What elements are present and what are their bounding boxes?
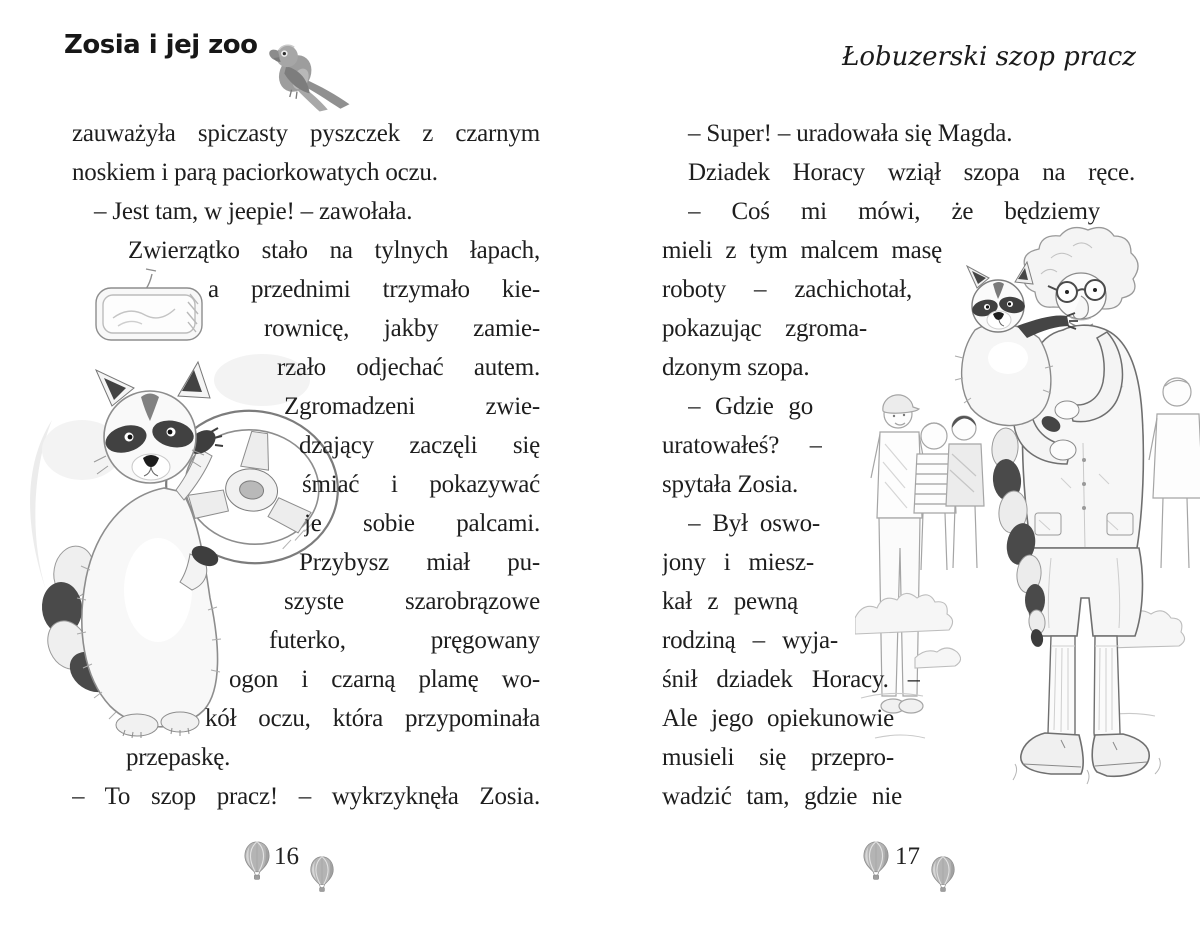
text-line: wadzić tam, gdzie nie — [662, 783, 902, 810]
text-line: dzonym szopa. — [662, 354, 810, 381]
text-line: – Super! – uradowała się Magda. — [688, 120, 1013, 147]
text-line: zauważyła spiczasty pyszczek z czarnym — [72, 120, 540, 147]
text-line: noskiem i parą paciorkowatych oczu. — [72, 159, 438, 186]
text-line: kał z pewną — [662, 588, 798, 615]
text-line: Zwierzątko stało na tylnych łapach, — [128, 237, 540, 264]
text-line: spytała Zosia. — [662, 471, 799, 498]
text-line: futerko, pręgowany — [269, 627, 540, 654]
parrot-icon — [259, 40, 354, 116]
text-line: – To szop pracz! – wykrzyknęła Zosia. — [72, 783, 540, 810]
text-line: rownicę, jakby zamie- — [264, 315, 540, 342]
page-number-right: 17 — [895, 843, 920, 870]
text-line: szyste szarobrązowe — [284, 588, 540, 615]
text-line: – Coś mi mówi, że będziemy — [688, 198, 1100, 225]
text-line: a przednimi trzymało kie- — [208, 276, 540, 303]
text-line: jony i miesz- — [662, 549, 814, 576]
book-title: Zosia i jej zoo — [64, 30, 258, 60]
text-line: ogon i czarną plamę wo- — [229, 666, 540, 693]
text-line: mieli z tym malcem masę — [662, 237, 942, 264]
text-line: Ale jego opiekunowie — [662, 705, 894, 732]
text-line: śmiać i pokazywać — [302, 471, 540, 498]
text-line: je sobie palcami. — [304, 510, 540, 537]
text-line: uratowałeś? – — [662, 432, 822, 459]
text-line: rzało odjechać autem. — [277, 354, 540, 381]
text-line: Zgromadzeni zwie- — [284, 393, 540, 420]
text-line: – Był oswo- — [688, 510, 820, 537]
text-line: – Gdzie go — [688, 393, 813, 420]
text-line: pokazując zgroma- — [662, 315, 867, 342]
text-line: kół oczu, która przypominała — [205, 705, 540, 732]
text-line: przepaskę. — [126, 744, 231, 771]
text-line: dzający zaczęli się — [299, 432, 540, 459]
text-line: musieli się przepro- — [662, 744, 894, 771]
text-line: Przybysz miał pu- — [299, 549, 540, 576]
text-line: Dziadek Horacy wziął szopa na ręce. — [688, 159, 1135, 186]
text-line: roboty – zachichotał, — [662, 276, 912, 303]
book-logo — [64, 30, 258, 60]
chapter-title: Łobuzerski szop pracz — [841, 42, 1136, 72]
text-line: – Jest tam, w jeepie! – zawołała. — [94, 198, 413, 225]
text-line: rodziną – wyja- — [662, 627, 838, 654]
page-number-left: 16 — [274, 843, 299, 870]
text-line: śnił dziadek Horacy. – — [662, 666, 920, 693]
